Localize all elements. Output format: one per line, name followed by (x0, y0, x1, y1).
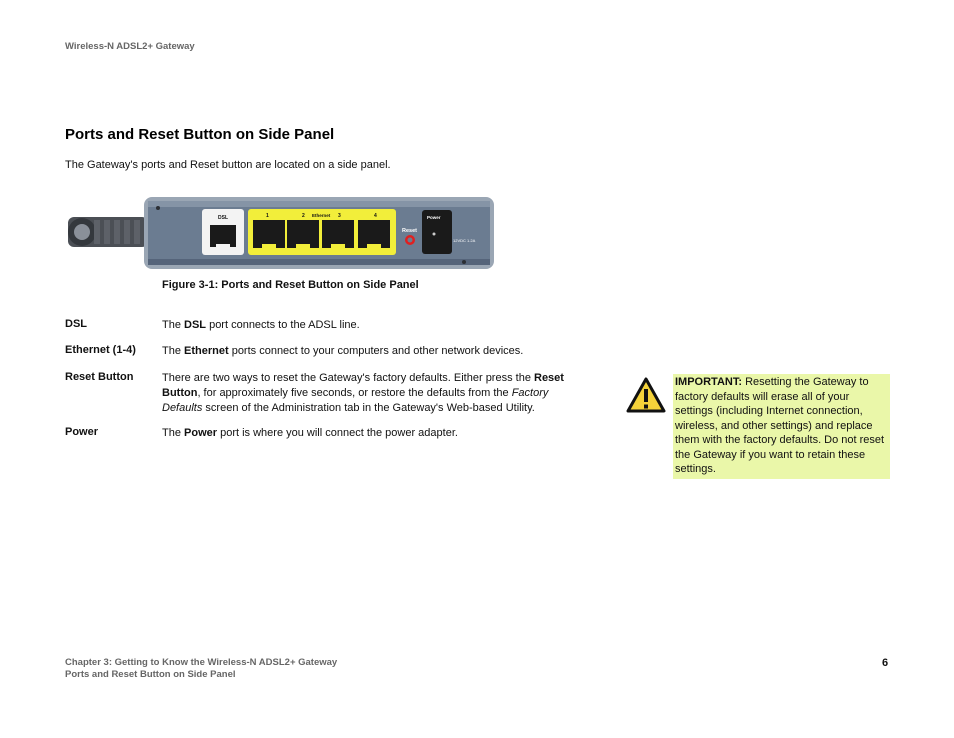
footer-section: Ports and Reset Button on Side Panel (65, 669, 236, 680)
svg-text:Reset: Reset (402, 228, 417, 234)
figure-caption: Figure 3-1: Ports and Reset Button on Side Panel (162, 279, 419, 291)
warning-icon (626, 377, 666, 413)
page-footer (65, 657, 337, 681)
important-note (673, 374, 890, 479)
dsl-port (202, 209, 244, 255)
svg-text:DSL: DSL (218, 215, 228, 221)
definition-power: The Power port is where you will connect the power adapter. (162, 427, 458, 439)
svg-text:4: 4 (374, 213, 377, 219)
svg-text:2: 2 (302, 213, 305, 219)
page-number: 6 (882, 657, 889, 669)
intro-paragraph: The Gateway's ports and Reset button are located on a side panel. (65, 159, 391, 171)
svg-text:Power: Power (427, 215, 441, 220)
section-title: Ports and Reset Button on Side Panel (65, 126, 335, 143)
definition-dsl: The DSL port connects to the ADSL line. (162, 319, 360, 331)
ethernet-ports (248, 209, 396, 255)
footer-chapter: Chapter 3: Getting to Know the Wireless-N ADSL2+ Gateway (65, 657, 338, 668)
svg-text:12VDC 1.2A: 12VDC 1.2A (453, 238, 476, 243)
definition-reset-button: There are two ways to reset the Gateway's factory defaults. Either press the Reset Button, for approximately five seconds, or restore the defaults from the Factory Defaults screen of the Administration tab in the Gateway's Web-based Utility. (162, 372, 564, 414)
antenna-illustration (68, 217, 148, 247)
definition-ethernet: The Ethernet ports connect to your computers and other network devices. (162, 345, 524, 357)
important-label: IMPORTANT: (675, 376, 743, 388)
term-dsl: DSL (65, 318, 87, 330)
svg-text:1: 1 (266, 213, 269, 219)
svg-text:Ethernet: Ethernet (312, 213, 331, 218)
running-header: Wireless-N ADSL2+ Gateway (65, 41, 195, 52)
svg-text:3: 3 (338, 213, 341, 219)
term-reset-button: Reset Button (65, 371, 134, 383)
term-power: Power (65, 426, 99, 438)
important-text: Resetting the Gateway to factory defaults will erase all of your settings (including Internet connection, wireless, and other settings) and replace them with the factory defaults. Do not reset the Gateway if you want to retain these settings. (675, 376, 885, 475)
term-ethernet: Ethernet (1-4) (65, 344, 136, 356)
side-panel-figure (66, 194, 498, 272)
